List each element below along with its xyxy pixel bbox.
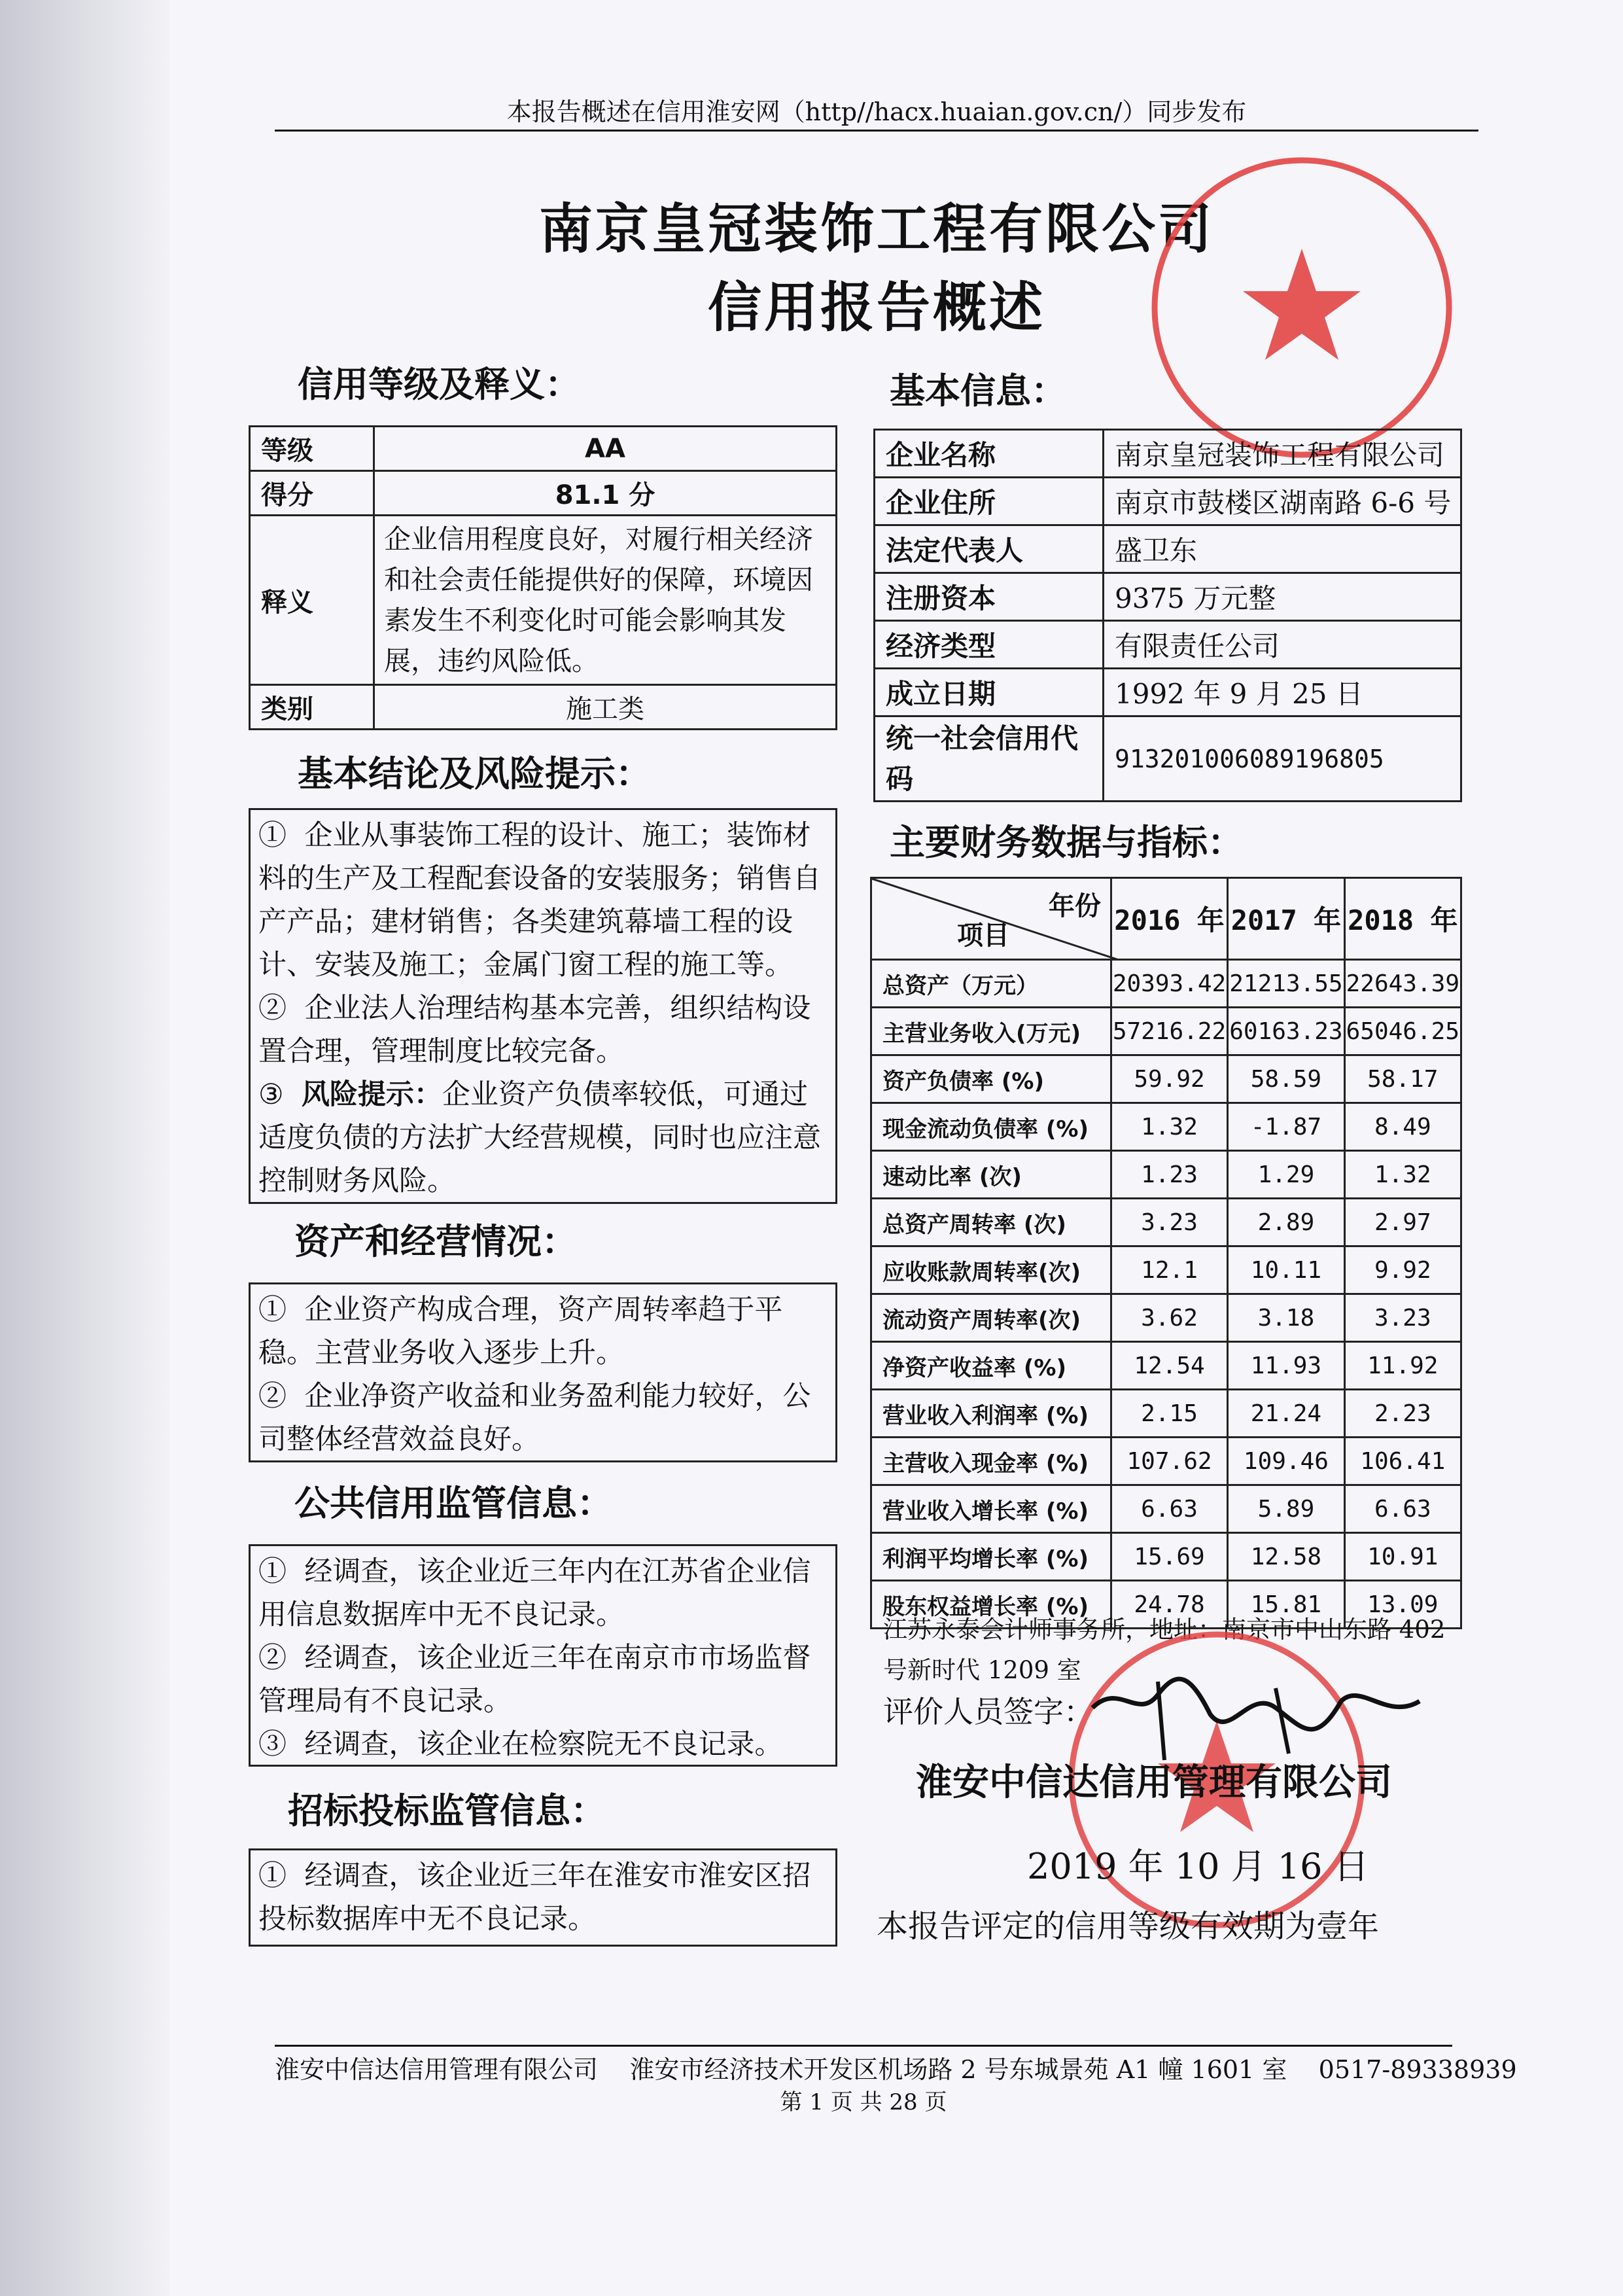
financial-row-label: 总资产（万元） [871,960,1111,1008]
basic-info-table [873,429,1462,802]
financial-value: 10.91 [1344,1533,1461,1581]
financial-value: 3.62 [1111,1294,1227,1342]
assets-box [249,1282,837,1462]
capital-value: 9375 万元整 [1104,573,1461,621]
info-label: 法定代表人 [875,525,1104,573]
financial-row-label: 营业收入利润率 (%) [871,1390,1111,1438]
financial-row [871,1485,1461,1533]
financial-value: 1.32 [1111,1103,1227,1151]
corner-item-label: 项目 [957,921,1009,951]
header-divider [275,130,1478,132]
financial-value: 24.78 [1111,1581,1227,1629]
header-note: 本报告概述在信用淮安网（http//hacx.huaian.gov.cn/）同步发布 [506,97,1247,126]
corner-cell [871,878,1111,960]
financial-row [871,1390,1461,1438]
public-credit-item: ① 经调查，该企业近三年内在江苏省企业信用信息数据库中无不良记录。 [258,1555,811,1631]
company-title: 南京皇冠装饰工程有限公司 [538,198,1214,260]
auditor-note: 江苏永泰会计师事务所，地址：南京市中山东路 402 号新时代 1209 室 [883,1616,1446,1684]
financial-row-label: 主营收入现金率 (%) [871,1438,1111,1485]
assets-heading: 资产和经营情况： [294,1221,577,1262]
financial-row-label: 营业收入增长率 (%) [871,1485,1111,1533]
footer-address: 淮安市经济技术开发区机场路 2 号东城景苑 A1 幢 1601 室 [629,2055,1287,2084]
financial-row [871,960,1461,1008]
credit-grade-heading: 信用等级及释义： [298,364,580,405]
financial-row-label: 资产负债率 (%) [871,1055,1111,1103]
financial-row [871,1055,1461,1103]
financial-value: 11.93 [1228,1342,1344,1390]
validity-note: 本报告评定的信用等级有效期为壹年 [877,1908,1380,1945]
assets-item: ② 企业净资产收益和业务盈利能力较好，公司整体经营效益良好。 [258,1380,811,1456]
financial-row [871,1438,1461,1485]
scan-shadow [0,0,170,2296]
financial-value: 57216.22 [1111,1008,1227,1055]
info-label: 成立日期 [875,669,1104,716]
financial-value: -1.87 [1228,1103,1344,1151]
conclusion-item: ① 企业从事装饰工程的设计、施工；装饰材料的生产及工程配套设备的安装服务；销售自产产品；建材销售；各类建筑幕墙工程的设计、安装及施工；金属门窗工程的施工等。 [258,819,821,981]
financial-value: 11.92 [1344,1342,1461,1390]
year-header: 2018 年 [1344,878,1461,960]
footer-divider [275,2045,1452,2047]
conclusion-item: ③ 风险提示：企业资产负债率较低，可通过适度负债的方法扩大经营规模，同时也应注意控制财务风险。 [258,1078,821,1197]
bidding-heading: 招标投标监管信息： [288,1790,606,1831]
legal-rep-value: 盛卫东 [1104,525,1461,573]
financial-value: 2.23 [1344,1390,1461,1438]
financial-value: 15.81 [1228,1581,1344,1629]
financial-value: 1.32 [1344,1151,1461,1199]
financial-value: 3.23 [1111,1199,1227,1246]
financial-value: 109.46 [1228,1438,1344,1485]
financial-value: 8.49 [1344,1103,1461,1151]
financial-value: 5.89 [1228,1485,1344,1533]
info-label: 企业名称 [875,430,1104,478]
page-number: 第 1 页 共 28 页 [780,2089,947,2115]
issue-date: 2019 年 10 月 16 日 [1027,1846,1369,1887]
info-label: 企业住所 [875,478,1104,525]
financial-value: 2.97 [1344,1199,1461,1246]
report-title: 信用报告概述 [707,277,1045,339]
financial-row [871,1342,1461,1390]
basic-info-heading: 基本信息： [890,370,1066,412]
financial-value: 6.63 [1344,1485,1461,1533]
info-label: 注册资本 [875,573,1104,621]
financial-value: 21213.55 [1228,960,1344,1008]
conclusion-heading: 基本结论及风险提示： [298,753,651,794]
category-value: 施工类 [374,685,837,730]
financial-row-label: 总资产周转率 (次) [871,1199,1111,1246]
financial-value: 1.23 [1111,1151,1227,1199]
financial-value: 3.23 [1344,1294,1461,1342]
financial-value: 21.24 [1228,1390,1344,1438]
public-credit-item: ② 经调查，该企业近三年在南京市市场监督管理局有不良记录。 [258,1642,811,1718]
financial-value: 9.92 [1344,1246,1461,1294]
founded-value: 1992 年 9 月 25 日 [1104,669,1461,716]
conclusion-box [249,808,837,1204]
year-header: 2017 年 [1228,878,1344,960]
financials-heading: 主要财务数据与指标： [890,822,1243,863]
financial-row [871,1008,1461,1055]
company-name-value: 南京皇冠装饰工程有限公司 [1104,430,1461,478]
footer-phone: 0517-89338939 [1318,2055,1517,2084]
official-seal-stamp [1145,150,1459,465]
financial-value: 12.58 [1228,1533,1344,1581]
financial-value: 60163.23 [1228,1008,1344,1055]
financial-row [871,1199,1461,1246]
econ-type-value: 有限责任公司 [1104,621,1461,669]
public-credit-box [249,1544,837,1767]
financial-row [871,1294,1461,1342]
category-label: 类别 [250,685,374,730]
evaluator-label: 评价人员签字： [883,1694,1094,1729]
info-label: 经济类型 [875,621,1104,669]
financial-value: 2.15 [1111,1390,1227,1438]
financials-table [870,877,1462,1629]
financial-value: 15.69 [1111,1533,1227,1581]
financial-value: 13.09 [1344,1581,1461,1629]
issuer-name: 淮安中信达信用管理有限公司 [916,1761,1392,1804]
financial-row [871,1103,1461,1151]
grade-label: 等级 [250,427,374,471]
financial-value: 65046.25 [1344,1008,1461,1055]
financial-value: 59.92 [1111,1055,1227,1103]
score-value: 81.1 分 [374,471,837,516]
financial-value: 12.1 [1111,1246,1227,1294]
financial-value: 10.11 [1228,1246,1344,1294]
definition-label: 释义 [250,516,374,685]
score-label: 得分 [250,471,374,516]
financial-row-label: 流动资产周转率(次) [871,1294,1111,1342]
year-header: 2016 年 [1111,878,1227,960]
bidding-box [249,1848,837,1947]
financial-row [871,1151,1461,1199]
financial-row-label: 现金流动负债率 (%) [871,1103,1111,1151]
financial-row-label: 主营业务收入(万元) [871,1008,1111,1055]
financial-value: 22643.39 [1344,960,1461,1008]
address-value: 南京市鼓楼区湖南路 6-6 号 [1104,478,1461,525]
financial-row-label: 利润平均增长率 (%) [871,1533,1111,1581]
financial-value: 1.29 [1228,1151,1344,1199]
footer-company: 淮安中信达信用管理有限公司 [275,2055,599,2084]
financial-value: 107.62 [1111,1438,1227,1485]
corner-year-label: 年份 [1048,891,1101,921]
financial-value: 106.41 [1344,1438,1461,1485]
financial-row-label: 速动比率 (次) [871,1151,1111,1199]
financial-value: 2.89 [1228,1199,1344,1246]
financial-value: 58.59 [1228,1055,1344,1103]
financial-value: 3.18 [1228,1294,1344,1342]
grade-value: AA [374,427,837,471]
evaluator-signature [1079,1662,1446,1767]
financial-row-label: 应收账款周转率(次) [871,1246,1111,1294]
financial-value: 12.54 [1111,1342,1227,1390]
financial-row [871,1533,1461,1581]
financial-value: 58.17 [1344,1055,1461,1103]
public-credit-item: ③ 经调查，该企业在检察院无不良记录。 [258,1728,783,1761]
credit-grade-table [249,425,837,730]
public-credit-heading: 公共信用监管信息： [294,1483,612,1524]
conclusion-item: ② 企业法人治理结构基本完善，组织结构设置合理，管理制度比较完备。 [258,992,811,1068]
financial-row-label: 股东权益增长率 (%) [871,1581,1111,1629]
financial-value: 6.63 [1111,1485,1227,1533]
financial-value: 20393.42 [1111,960,1227,1008]
credit-code-value: 913201006089196805 [1104,716,1461,802]
bidding-item: ① 经调查，该企业近三年在淮安市淮安区招投标数据库中无不良记录。 [258,1860,811,1935]
assets-item: ① 企业资产构成合理，资产周转率趋于平稳。主营业务收入逐步上升。 [258,1294,783,1369]
definition-value: 企业信用程度良好，对履行相关经济和社会责任能提供好的保障，环境因素发生不利变化时可能会影响其发展，违约风险低。 [374,516,837,685]
financial-row-label: 净资产收益率 (%) [871,1342,1111,1390]
footer [275,2049,1517,2085]
financial-row [871,1246,1461,1294]
info-label: 统一社会信用代码 [875,716,1104,802]
